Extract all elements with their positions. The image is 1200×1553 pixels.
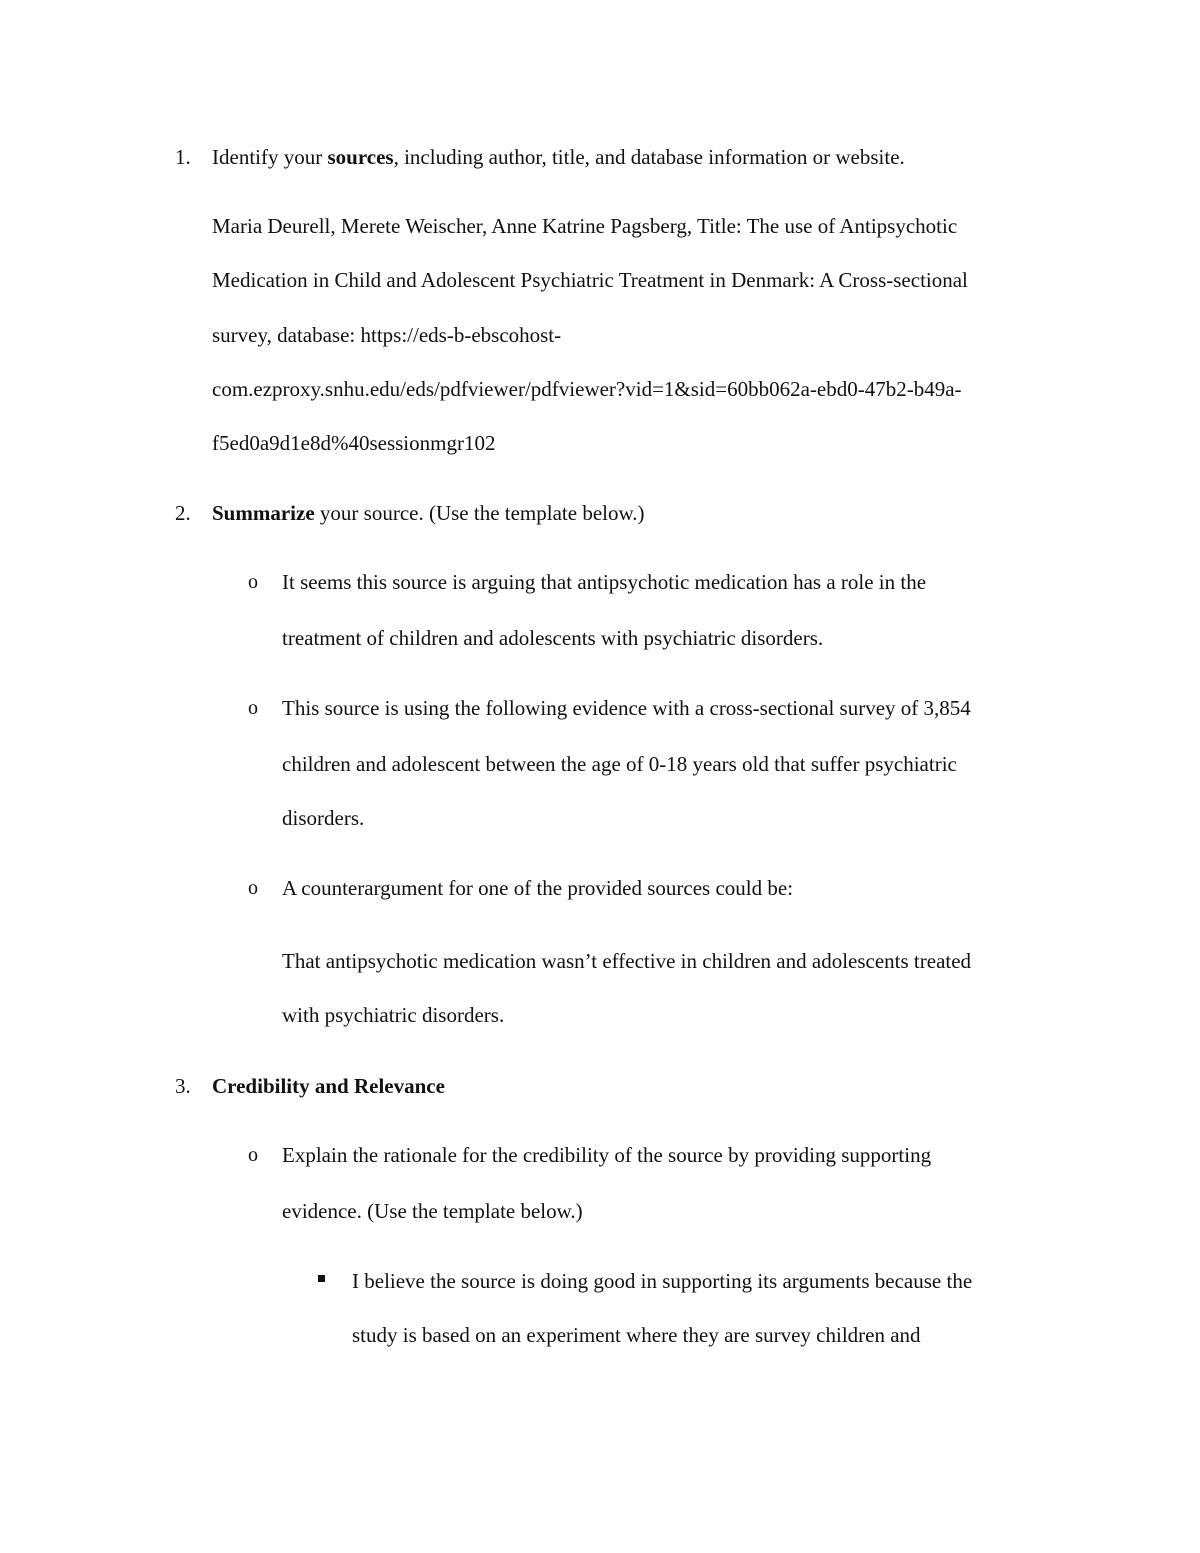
item-1-answer-line: Maria Deurell, Merete Weischer, Anne Katrine Pagsberg, Title: The use of Antipsychotic (212, 214, 958, 238)
item-2-heading (212, 500, 645, 526)
square-bullet-icon (318, 1275, 325, 1282)
item-2-bold: Summarize (212, 501, 315, 525)
item-2-bullet-line: children and adolescent between the age of 0-18 years old that suffer psychiatric (282, 752, 957, 776)
item-1-answer-line: com.ezproxy.snhu.edu/eds/pdfviewer/pdfviewer?vid=1&sid=60bb062a-ebd0-47b2-b49a- (212, 377, 962, 401)
item-2-text-after: your source. (Use the template below.) (314, 501, 645, 525)
item-2-bullet-line: It seems this source is arguing that antipsychotic medication has a role in the (282, 570, 927, 594)
item-2-counter-line: with psychiatric disorders. (282, 1003, 505, 1027)
item-3-bullet-line: Explain the rationale for the credibility of the source by providing supporting (282, 1143, 932, 1167)
item-1-text-before: Identify your (212, 145, 328, 169)
item-1-bold: sources (327, 145, 394, 169)
item-2-bullet-line: A counterargument for one of the provided sources could be: (282, 876, 794, 900)
item-2-number: 2. (175, 501, 191, 525)
hollow-bullet-icon: o (248, 1144, 258, 1166)
item-2-bullet-line: This source is using the following evidence with a cross-sectional survey of 3,854 (282, 696, 971, 720)
hollow-bullet-icon: o (248, 877, 258, 899)
item-3-subbullet-line: I believe the source is doing good in supporting its arguments because the (352, 1269, 973, 1293)
item-2-bullet-line: treatment of children and adolescents with psychiatric disorders. (282, 626, 824, 650)
item-1-answer-line: survey, database: https://eds-b-ebscohost- (212, 323, 562, 347)
item-3-bullet-line: evidence. (Use the template below.) (282, 1199, 583, 1223)
item-1-heading (212, 144, 905, 170)
item-1-number: 1. (175, 145, 191, 169)
item-1-answer-line: f5ed0a9d1e8d%40sessionmgr102 (212, 431, 496, 455)
item-1-answer-line: Medication in Child and Adolescent Psychiatric Treatment in Denmark: A Cross-sectional (212, 268, 968, 292)
item-2-counter-line: That antipsychotic medication wasn’t effective in children and adolescents treated (282, 949, 972, 973)
item-3-heading (212, 1073, 445, 1099)
item-3-subbullet-line: study is based on an experiment where they are survey children and (352, 1323, 921, 1347)
item-1-text-after: , including author, title, and database information or website. (393, 145, 905, 169)
hollow-bullet-icon: o (248, 571, 258, 593)
item-3-bold: Credibility and Relevance (212, 1074, 445, 1098)
item-3-number: 3. (175, 1074, 191, 1098)
item-2-bullet-line: disorders. (282, 806, 365, 830)
hollow-bullet-icon: o (248, 697, 258, 719)
